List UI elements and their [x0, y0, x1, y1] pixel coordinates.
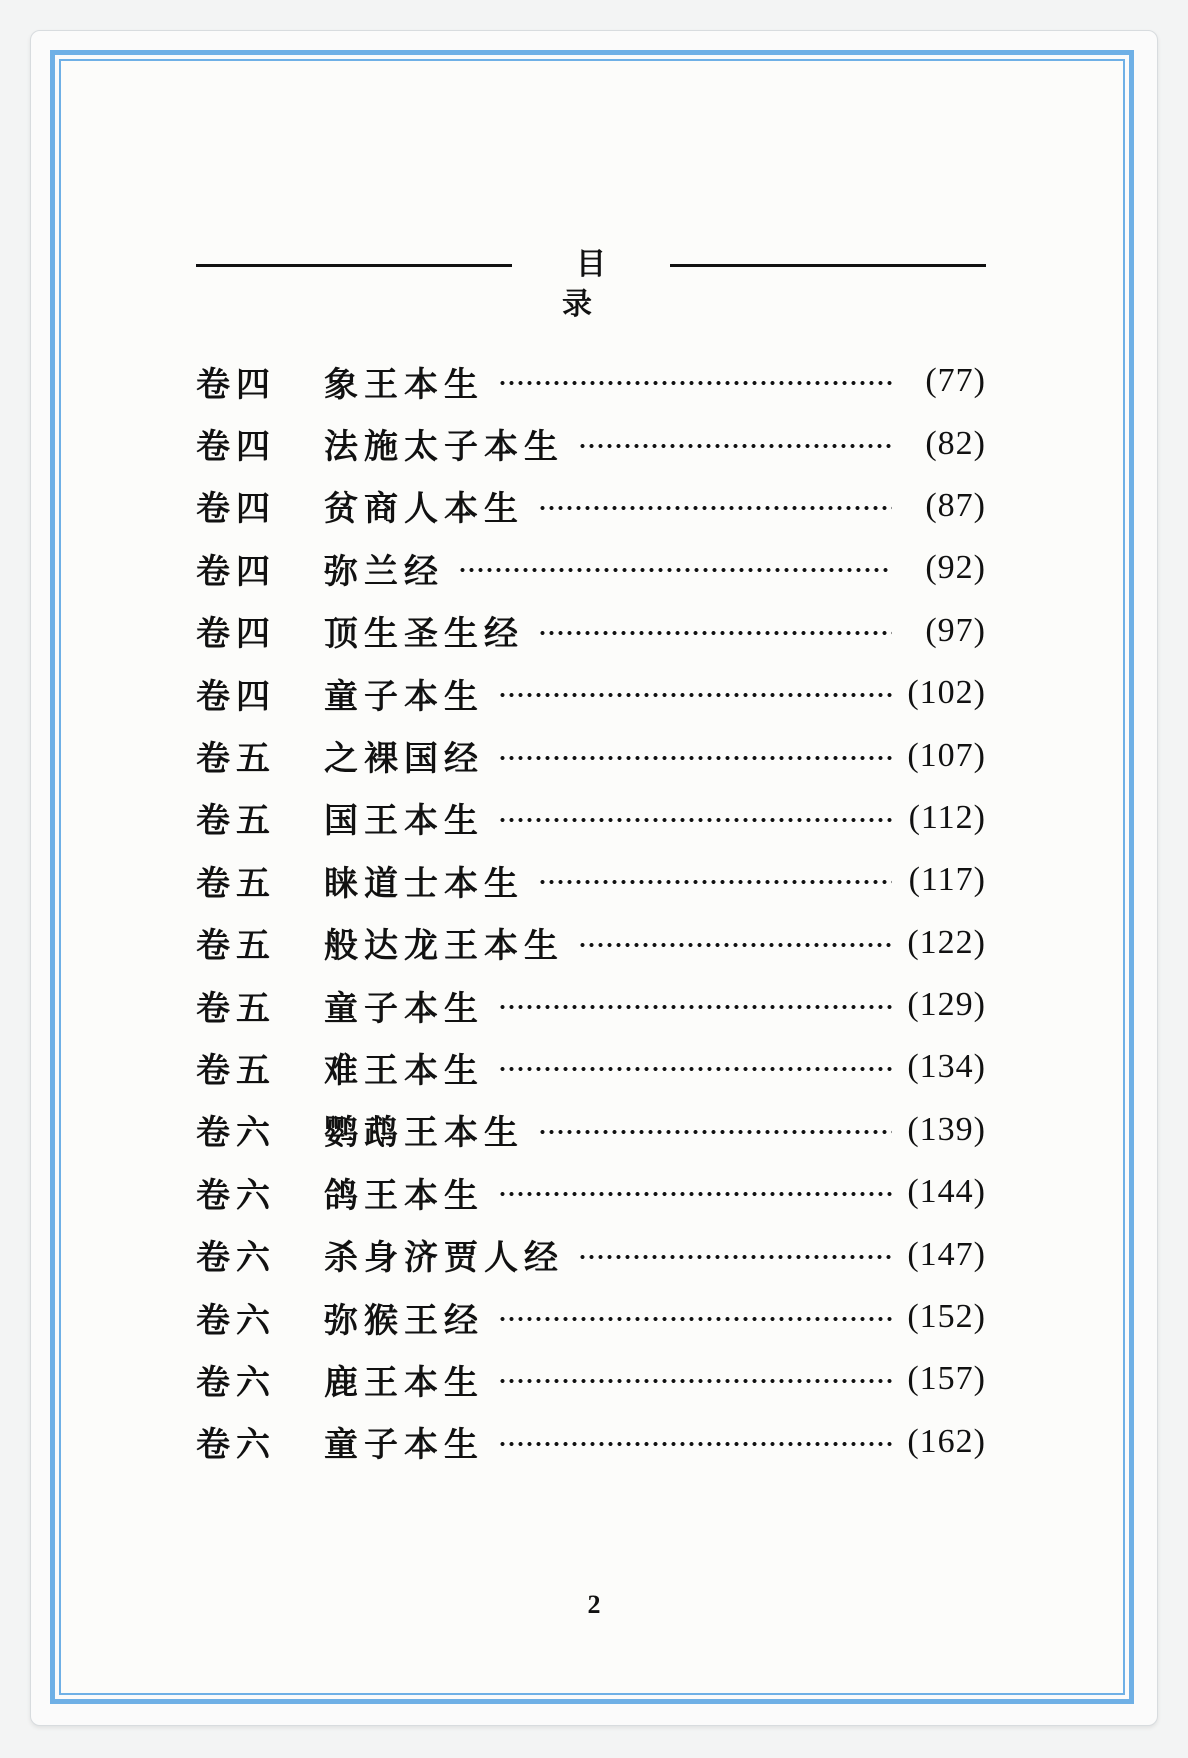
dot-leader: [498, 818, 892, 822]
toc-entry: [196, 1348, 986, 1410]
toc-title: 鹦鹉王本生: [324, 1113, 524, 1154]
toc-page: (87): [925, 486, 986, 524]
page-title: 目 录: [562, 247, 634, 322]
toc-page: (117): [908, 861, 986, 899]
toc-entry: [196, 849, 986, 911]
toc-entry: [196, 350, 986, 412]
dot-leader: [538, 631, 892, 635]
toc-page: (147): [907, 1235, 986, 1273]
toc-volume: 卷六: [196, 1300, 276, 1341]
toc-title: 象王本生: [324, 364, 484, 405]
dot-leader: [578, 943, 892, 947]
toc-volume: 卷五: [196, 1050, 276, 1091]
dot-leader: [498, 1005, 892, 1009]
toc-entry: [196, 412, 986, 474]
toc-title: 之裸国经: [324, 739, 484, 780]
toc-volume: 卷四: [196, 676, 276, 717]
toc-page: (97): [925, 611, 986, 649]
toc-entry: [196, 662, 986, 724]
dot-leader: [498, 1379, 892, 1383]
toc-volume: 卷四: [196, 551, 276, 592]
toc-title: 弥兰经: [324, 551, 444, 592]
toc-title: 般达龙王本生: [324, 926, 564, 967]
toc-entry: [196, 974, 986, 1036]
toc-page: (152): [907, 1298, 986, 1336]
toc-header: [196, 245, 986, 322]
dot-leader: [498, 1067, 892, 1071]
header-rule-left: [196, 264, 512, 267]
toc-title: 难王本生: [324, 1050, 484, 1091]
toc-volume: 卷四: [196, 489, 276, 530]
toc-entry: [196, 1036, 986, 1098]
toc-entry: [196, 1411, 986, 1473]
toc-entry: [196, 1161, 986, 1223]
toc-title: 睐道士本生: [324, 863, 524, 904]
header-rule-right: [670, 264, 986, 267]
toc-volume: 卷六: [196, 1175, 276, 1216]
toc-title: 顶生圣生经: [324, 614, 524, 655]
toc-entry: [196, 1286, 986, 1348]
toc-page: (102): [907, 674, 986, 712]
toc-entry: [196, 787, 986, 849]
toc-entry: [196, 600, 986, 662]
toc-title: 杀身济贾人经: [324, 1238, 564, 1279]
toc-page: (122): [907, 923, 986, 961]
toc-volume: 卷四: [196, 427, 276, 468]
toc-entry: [196, 724, 986, 786]
toc-page: (139): [907, 1110, 986, 1148]
toc-title: 国王本生: [324, 801, 484, 842]
toc-volume: 卷六: [196, 1425, 276, 1466]
toc-title: 童子本生: [324, 676, 484, 717]
toc-volume: 卷五: [196, 739, 276, 780]
toc-volume: 卷五: [196, 988, 276, 1029]
toc-page: (107): [907, 736, 986, 774]
dot-leader: [498, 693, 892, 697]
page-number: 2: [587, 1590, 601, 1619]
toc-volume: 卷五: [196, 801, 276, 842]
toc-page: (129): [907, 986, 986, 1024]
toc-volume: 卷五: [196, 863, 276, 904]
toc-title: 童子本生: [324, 1425, 484, 1466]
dot-leader: [578, 444, 892, 448]
toc-title: 童子本生: [324, 988, 484, 1029]
toc-title: 法施太子本生: [324, 427, 564, 468]
toc-title: 贫商人本生: [324, 489, 524, 530]
toc-volume: 卷六: [196, 1238, 276, 1279]
toc-list: [196, 350, 986, 1473]
dot-leader: [538, 506, 892, 510]
toc-title: 鸽王本生: [324, 1175, 484, 1216]
toc-volume: 卷四: [196, 364, 276, 405]
toc-page: (92): [925, 549, 986, 587]
toc-page: (162): [907, 1422, 986, 1460]
dot-leader: [498, 381, 892, 385]
toc-entry: [196, 912, 986, 974]
toc-entry: [196, 1099, 986, 1161]
toc-volume: 卷六: [196, 1362, 276, 1403]
dot-leader: [498, 1317, 892, 1321]
dot-leader: [538, 880, 892, 884]
dot-leader: [578, 1255, 892, 1259]
toc-volume: 卷四: [196, 614, 276, 655]
toc-volume: 卷五: [196, 926, 276, 967]
toc-entry: [196, 475, 986, 537]
dot-leader: [498, 1192, 892, 1196]
toc-entry: [196, 537, 986, 599]
toc-page: (112): [908, 798, 986, 836]
toc-page: (82): [925, 424, 986, 462]
toc-page: (77): [925, 362, 986, 400]
dot-leader: [498, 1442, 892, 1446]
toc-title: 弥猴王经: [324, 1300, 484, 1341]
dot-leader: [458, 568, 892, 572]
toc-entry: [196, 1223, 986, 1285]
toc-volume: 卷六: [196, 1113, 276, 1154]
dot-leader: [538, 1130, 892, 1134]
dot-leader: [498, 756, 892, 760]
toc-page: (134): [907, 1048, 986, 1086]
toc-page: (157): [907, 1360, 986, 1398]
toc-title: 鹿王本生: [324, 1362, 484, 1403]
toc-page: (144): [907, 1173, 986, 1211]
